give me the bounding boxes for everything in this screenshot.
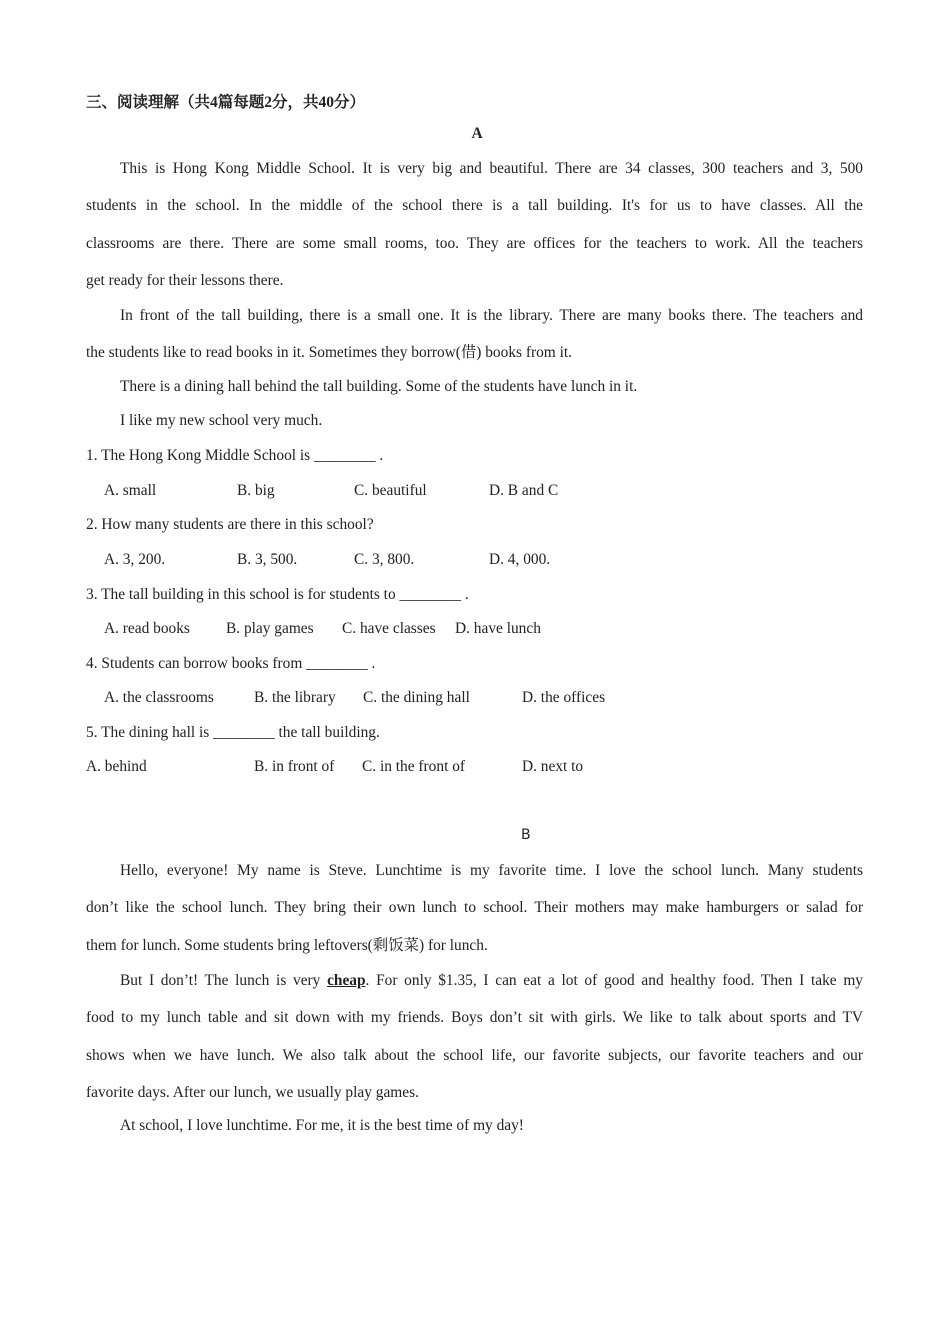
question-4-option-d: D. the offices [522,689,606,706]
passage-a-paragraph-1 [86,158,863,307]
question-5-option-b: B. in front of [254,758,335,775]
text-line: This is Hong Kong Middle School. It is very big and beautiful. There are 34 classes, 300 teachers and 3, 500 [120,160,863,177]
question-4-option-c: C. the dining hall [363,689,470,706]
passage-b-paragraph-2 [86,970,863,1119]
text-line: shows when we have lunch. We also talk about the school life, our favorite subjects, our favorite teachers and our [86,1046,863,1064]
question-1-option-a: A. small [104,482,157,499]
passage-a-paragraph-3: There is a dining hall behind the tall building. Some of the students have lunch in it. [120,378,638,395]
section-title: 三、阅读理解（共4篇每题2分，共40分） [86,94,366,111]
question-5-option-d: D. next to [522,758,584,775]
text-line: them for lunch. Some students bring leftovers(剩饭菜) for lunch. [86,936,488,954]
passage-b-paragraph-1 [86,860,863,972]
question-5-option-c: C. in the front of [362,758,466,775]
question-3-option-a: A. read books [104,620,190,637]
question-1-option-c: C. beautiful [354,482,427,499]
question-2-option-c: C. 3, 800. [354,551,415,568]
question-4-option-a: A. the classrooms [104,689,214,706]
vocab-word-cheap: cheap [327,972,366,989]
question-1-option-d: D. B and C [489,482,559,499]
question-stem-1: 1. The Hong Kong Middle School is ________ . [86,447,384,464]
question-1-option-b: B. big [237,482,275,499]
text-run: But I don’t! The lunch is very [120,972,328,989]
question-2-option-a: A. 3, 200. [104,551,166,568]
text-line: food to my lunch table and sit down with my friends. Boys don’t sit with girls. We like to talk about sports and TV [86,1009,863,1027]
question-stem-4: 4. Students can borrow books from ________ . [86,655,376,672]
passage-a-paragraph-4: I like my new school very much. [120,412,323,429]
question-2-option-d: D. 4, 000. [489,551,551,568]
question-5-option-a: A. behind [86,758,147,775]
question-3-option-b: B. play games [226,620,314,637]
text-line: the students like to read books in it. Sometimes they borrow(借) books from it. [86,344,573,362]
text-line: don’t like the school lunch. They bring their own lunch to school. Their mothers may make hamburgers or salad for [86,899,863,917]
passage-b-paragraph-3: At school, I love lunchtime. For me, it is the best time of my day! [120,1117,524,1134]
text-line: get ready for their lessons there. [86,271,284,289]
question-3-option-d: D. have lunch [455,620,541,637]
question-3-option-c: C. have classes [342,620,436,637]
question-2-option-b: B. 3, 500. [237,551,298,568]
text-line [86,970,863,1007]
question-stem-3: 3. The tall building in this school is for students to ________ . [86,586,469,603]
passage-b-title: B [521,827,531,843]
text-run: . For only $1.35, I can eat a lot of good and healthy food. Then I take my [365,972,863,989]
text-line: classrooms are there. There are some small rooms, too. They are offices for the teachers to work. All the teachers [86,234,863,252]
question-stem-2: 2. How many students are there in this school? [86,516,374,533]
question-stem-5: 5. The dining hall is ________ the tall building. [86,724,380,741]
passage-a-title: A [471,125,483,142]
question-4-option-b: B. the library [254,689,336,706]
passage-a-paragraph-2 [86,305,863,380]
text-line: In front of the tall building, there is a small one. It is the library. There are many books there. The teachers and [120,307,863,324]
text-line: favorite days. After our lunch, we usually play games. [86,1083,419,1101]
text-line: Hello, everyone! My name is Steve. Lunchtime is my favorite time. I love the school lunch. Many students [120,862,863,879]
text-line: students in the school. In the middle of the school there is a tall building. It's for us to have classes. All the [86,197,863,215]
